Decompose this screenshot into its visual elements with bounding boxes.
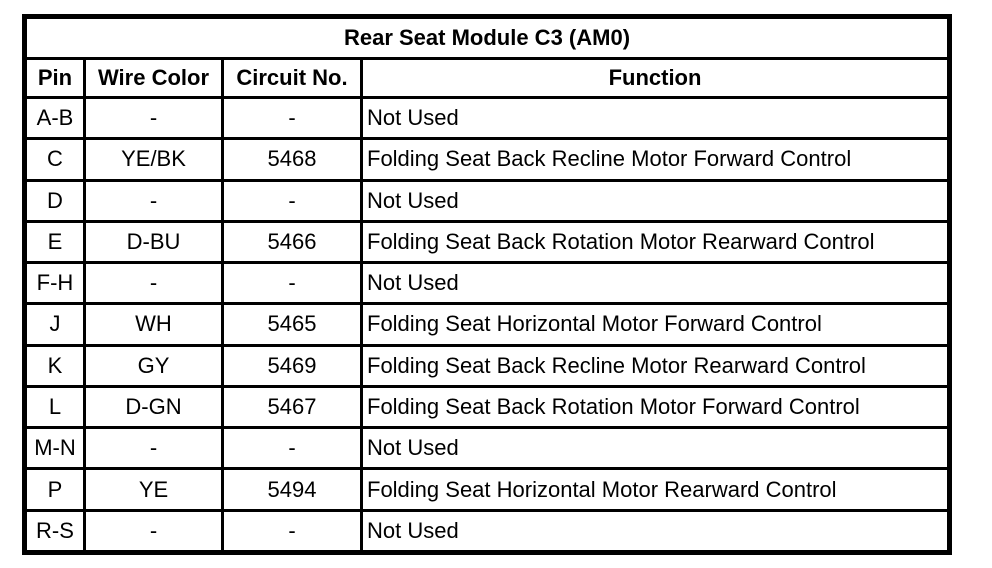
pin-cell: E [27,223,83,261]
title-row [27,19,947,57]
pin-cell: P [27,470,83,508]
function-cell: Folding Seat Back Rotation Motor Forward Control [363,388,947,426]
circuit-no-cell: - [224,182,360,220]
pin-cell: M-N [27,429,83,467]
pin-cell: F-H [27,264,83,302]
wire-color-cell: - [86,429,221,467]
circuit-no-cell: 5465 [224,305,360,343]
table-row [27,388,947,426]
wire-color-cell: - [86,99,221,137]
header-circuit-no: Circuit No. [224,60,360,96]
header-function: Function [363,60,947,96]
wire-color-cell: - [86,182,221,220]
pin-cell: A-B [27,99,83,137]
table-row [27,429,947,467]
connector-table-frame [22,14,952,555]
table-row [27,347,947,385]
table-row [27,140,947,178]
wire-color-cell: D-BU [86,223,221,261]
function-cell: Not Used [363,512,947,550]
wire-color-cell: WH [86,305,221,343]
header-wire-color: Wire Color [86,60,221,96]
pin-cell: L [27,388,83,426]
wire-color-cell: YE/BK [86,140,221,178]
table-title: Rear Seat Module C3 (AM0) [27,19,947,57]
wire-color-cell: D-GN [86,388,221,426]
pin-cell: D [27,182,83,220]
circuit-no-cell: 5494 [224,470,360,508]
circuit-no-cell: - [224,264,360,302]
wire-color-cell: GY [86,347,221,385]
header-pin: Pin [27,60,83,96]
connector-pinout-table [24,16,950,553]
table-row [27,182,947,220]
circuit-no-cell: 5466 [224,223,360,261]
pin-cell: R-S [27,512,83,550]
table-row [27,470,947,508]
circuit-no-cell: - [224,512,360,550]
pin-cell: K [27,347,83,385]
function-cell: Not Used [363,429,947,467]
circuit-no-cell: - [224,429,360,467]
circuit-no-cell: 5468 [224,140,360,178]
function-cell: Folding Seat Horizontal Motor Rearward Control [363,470,947,508]
table-row [27,305,947,343]
function-cell: Not Used [363,99,947,137]
table-row [27,264,947,302]
pin-cell: C [27,140,83,178]
table-row [27,223,947,261]
pin-cell: J [27,305,83,343]
table-row [27,512,947,550]
function-cell: Not Used [363,182,947,220]
wire-color-cell: - [86,264,221,302]
circuit-no-cell: 5467 [224,388,360,426]
table-row [27,99,947,137]
circuit-no-cell: 5469 [224,347,360,385]
function-cell: Folding Seat Back Rotation Motor Rearward Control [363,223,947,261]
function-cell: Folding Seat Back Recline Motor Forward Control [363,140,947,178]
wire-color-cell: - [86,512,221,550]
function-cell: Folding Seat Horizontal Motor Forward Control [363,305,947,343]
function-cell: Not Used [363,264,947,302]
header-row [27,60,947,96]
function-cell: Folding Seat Back Recline Motor Rearward Control [363,347,947,385]
wire-color-cell: YE [86,470,221,508]
circuit-no-cell: - [224,99,360,137]
